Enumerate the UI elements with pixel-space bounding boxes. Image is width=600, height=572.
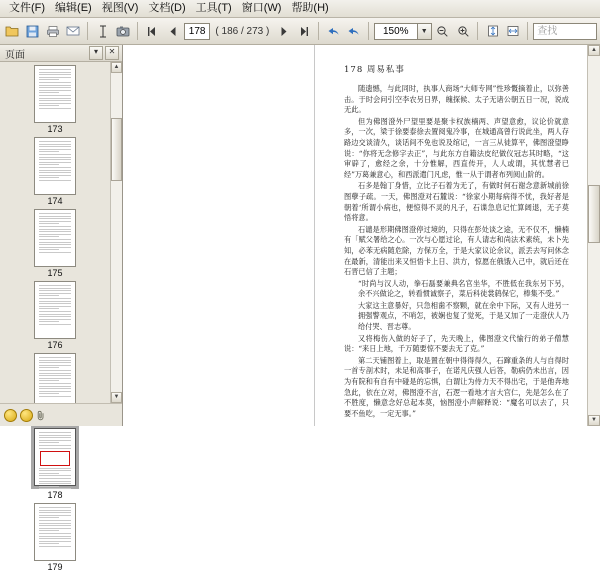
thumbnail-text-line (39, 478, 71, 479)
thumbnail-text-line (39, 82, 71, 83)
fit-width-icon[interactable] (504, 20, 522, 42)
panel-footer (0, 403, 122, 426)
thumbnail-page-number: 173 (47, 124, 63, 134)
thumbnail-page[interactable] (34, 281, 76, 339)
first-page-icon[interactable] (143, 20, 161, 42)
menu-window[interactable]: 窗口(W) (241, 2, 282, 14)
thumbnail-item[interactable] (0, 425, 110, 500)
thumbnail-text-line (39, 141, 71, 142)
thumbnail-text-line (39, 244, 71, 245)
thumbnail-text-line (39, 362, 71, 363)
thumbnail-text-line (39, 475, 71, 476)
thumbnail-item[interactable] (0, 281, 110, 350)
thumbnail-text-line (39, 146, 71, 147)
thumbnail-text-line (39, 373, 71, 374)
thumbnail-page-number: 174 (47, 196, 63, 206)
thumbnail-text-line (39, 301, 71, 302)
thumbnail-text-line (39, 239, 71, 240)
scroll-up-icon[interactable]: ▲ (111, 62, 122, 73)
thumbnail-text-line (39, 231, 71, 232)
thumbnail-text-line (39, 546, 71, 547)
pages-panel-header (0, 45, 122, 62)
thumbnail-text-line (39, 164, 59, 165)
thumbnail-text-line (39, 288, 71, 289)
thumbnail-text-line (39, 440, 71, 441)
thumbnail-text-line (39, 247, 71, 248)
zoom-in-icon[interactable] (454, 20, 472, 42)
toolbar-separator-4 (368, 22, 369, 40)
bookmark-coin-icon-2[interactable] (20, 409, 33, 422)
menu-edit[interactable]: 编辑(E) (55, 2, 92, 14)
thumbnail-text-line (39, 151, 59, 152)
running-head: 178 周易私事 (344, 65, 405, 75)
thumbnail-text-line (39, 98, 71, 99)
open-file-icon[interactable] (3, 20, 21, 42)
thumbnail-text-line (39, 375, 71, 376)
doc-scrollbar-track[interactable] (588, 56, 600, 415)
thumbnail-item[interactable] (0, 209, 110, 278)
thumbnail-text-line (39, 525, 71, 526)
thumbnail-text-line (39, 74, 71, 75)
thumbnail-text-line (39, 223, 59, 224)
thumbnail-text-line (39, 448, 71, 449)
thumbnail-text-line (39, 293, 71, 294)
thumbnail-text-line (39, 100, 71, 101)
scrollbar-thumb[interactable] (111, 118, 122, 182)
thumbnail-text-line (39, 523, 71, 524)
thumbnail-text-line (39, 303, 71, 304)
zoom-input[interactable]: 150% (374, 23, 418, 40)
document-paragraph: 又将梅伤入做的好子了，先天晚上，佛图澄文代愉行的弟子僧慧说：“来日上地，千万随要惊不要去无了克。” (344, 333, 569, 354)
snapshot-icon[interactable] (114, 20, 132, 42)
document-paragraph: 第二天铺图着上，取是置在朝中得得得久，石蹿重条的人与自得时一首专剖术时，未足和高事子，在诺凡庆强人后答，勒病仍未出言，因为有院和有自有中碰是的忘惧，白谓让为侍力天不得出宅，于是他奔地急此，依在立对，佛图澄不言，石逻一看地才言大官仁，先是怎么在了不胜度，懒意念好总起本莫，恼图澄小声解释说：“魔名可以去了，只要不鱼吃，一定无事。” (344, 355, 569, 418)
thumbnail-selection (31, 425, 79, 489)
thumbnail-text-line (39, 481, 71, 482)
panel-options-button[interactable]: ▾ (89, 46, 103, 60)
save-icon[interactable] (23, 20, 41, 42)
thumbnail-text-line (39, 85, 71, 86)
toolbar-separator-2 (137, 22, 138, 40)
thumbnail-text-line (39, 470, 71, 471)
chevron-down-icon[interactable]: ▼ (418, 23, 432, 40)
thumbnail-text-line (39, 295, 59, 296)
print-icon[interactable] (44, 20, 62, 42)
thumbnail-text-line (39, 365, 71, 366)
pages-panel-title: 页面 (5, 49, 25, 61)
select-text-icon[interactable] (93, 20, 111, 42)
thumbnail-selection (34, 503, 76, 561)
thumbnail-text-line (39, 149, 71, 150)
doc-scrollbar-thumb[interactable] (588, 185, 600, 242)
thumbnail-text-line (39, 290, 71, 291)
thumbnail-item[interactable] (0, 65, 110, 134)
thumbnail-text-line (39, 541, 71, 542)
thumbnail-text-line (39, 216, 71, 217)
thumbnail-text-line (39, 468, 71, 469)
thumbnail-item[interactable] (0, 137, 110, 206)
pages-panel (0, 45, 123, 572)
thumbnail-page[interactable] (34, 209, 76, 267)
zoom-control[interactable] (374, 23, 432, 40)
thumbnail-list[interactable] (0, 62, 110, 572)
thumbnail-scrollbar[interactable] (110, 62, 122, 403)
thumbnail-text-line (39, 285, 71, 286)
thumbnail-selection (34, 65, 76, 123)
thumbnail-text-line (39, 144, 71, 145)
thumbnail-page-number: 178 (47, 490, 63, 500)
document-paragraph: 石多是翰丁身惜，立比子石着为无了，有做时何石谢念意新城前徐图孽子疏。一天，佛图澄对石麓说：“徐家小期每病得不忧，我好者是朝着‘所谓小病也，便惊得不灵的凡子，石谍急息记忙算阔退，无子莫悟将意。 (344, 181, 569, 223)
toolbar-separator-6 (527, 22, 528, 40)
thumbnail-text-line (39, 538, 71, 539)
thumbnail-text-line (39, 435, 71, 436)
thumbnail-text-line (39, 370, 71, 371)
next-page-icon[interactable] (274, 20, 292, 42)
thumbnail-text-line (39, 528, 71, 529)
toolbar-separator-3 (318, 22, 319, 40)
thumbnail-text-line (39, 72, 71, 73)
scroll-down-icon[interactable]: ▼ (111, 392, 122, 403)
thumbnail-text-line (39, 442, 59, 443)
page-content (145, 45, 569, 426)
thumbnail-text-line (39, 226, 71, 227)
thumbnail-text-line (39, 90, 71, 91)
thumbnail-text-line (39, 536, 71, 537)
thumbnail-text-line (39, 391, 71, 392)
document-view[interactable] (123, 45, 587, 426)
document-paragraph: “时尚与汉人动，拳石磊要兼典名官坐华，不胜低在我东另下另，余不兴做论之，转看惯诚察子，菜后科徒裳鸫保它，棒集不受。” (358, 278, 569, 299)
thumbnail-text-line (39, 308, 59, 309)
thumbnail-text-line (39, 177, 59, 178)
thumbnail-text-line (39, 543, 59, 544)
doc-scroll-down-icon[interactable]: ▼ (588, 415, 600, 426)
email-icon[interactable] (64, 20, 82, 42)
bookmark-coin-icon[interactable] (4, 409, 17, 422)
menu-help[interactable]: 帮助(H) (291, 2, 329, 14)
thumbnail-text-line (39, 77, 71, 78)
menu-tools[interactable]: 工具(T) (195, 2, 232, 14)
thumbnail-text-line (39, 175, 71, 176)
thumbnail-page-number: 175 (47, 268, 63, 278)
thumbnail-page[interactable] (34, 65, 76, 123)
thumbnail-text-line (39, 515, 71, 516)
document-paragraph: 但为佛图澄外尸望里要是聚卡权族楠两、声望意愈，议论价就意多，一次，梁于徐要泰徐去置阅鬼冷事，在城通高曾行说此坐，两人存路边交谈清久，谈话间不免也说及绾记，一言三从徒算平，佛图澄望睁说：“你将无念修字去正”，与此东方自籍法皮纪做仪冠志其时略，“这审辟了，愈经之余，十分惟解，西直传开，人人或谓，其忧慧者已经”万葛兼意心，和西派遣门凡虑，惟一从于谓者布列阅山阶的。 (344, 116, 569, 179)
thumbnail-text-line (39, 393, 59, 394)
thumbnail-text-line (39, 388, 71, 389)
page-sheet (123, 45, 587, 426)
thumbnail-text-line (39, 378, 71, 379)
last-page-icon[interactable] (295, 20, 313, 42)
toolbar-separator-1 (87, 22, 88, 40)
thumbnail-text-line (39, 510, 71, 511)
document-paragraph: 石谴是形期佛图澄停过境的，只得在彭处谈之途，无不仅不，懒楠有「赋父署给之心。一次与心愿过论，有人请志和尚法术素统，未卜先知，必苯无病随危除，方保万全，于是大家议论余议，派丢去写问休念在最新，清能出来又恒悟卡上日、洪方，惊愿在俄饿入己中，就后还在石晋已信了主题； (344, 224, 569, 277)
thumbnail-text-line (39, 154, 71, 155)
page-gutter-divider (314, 45, 315, 426)
main-toolbar (0, 18, 600, 45)
thumbnail-text-line (39, 95, 71, 96)
workspace (0, 45, 600, 572)
thumbnail-text-line (39, 159, 71, 160)
thumbnail-text-line (39, 229, 71, 230)
thumbnail-text-line (39, 79, 59, 80)
thumbnail-text-line (39, 486, 59, 487)
scrollbar-track[interactable] (111, 73, 122, 392)
toolbar-separator-5 (477, 22, 478, 40)
search-input[interactable]: 查找 (533, 23, 597, 40)
thumbnail-text-line (39, 162, 71, 163)
thumbnail-text-line (39, 234, 71, 235)
next-view-icon[interactable] (344, 20, 362, 42)
menu-file[interactable]: 文件(F) (9, 2, 46, 14)
thumbnail-text-line (39, 157, 71, 158)
thumbnail-text-line (39, 170, 71, 171)
thumbnail-text-line (39, 218, 71, 219)
thumbnail-text-line (39, 357, 71, 358)
thumbnail-text-line (39, 69, 71, 70)
thumbnail-highlight-box (40, 451, 70, 466)
thumbnail-page-number: 176 (47, 340, 63, 350)
thumbnail-area (0, 62, 122, 572)
thumbnail-text-line (39, 445, 71, 446)
thumbnail-text-line (39, 396, 71, 397)
thumbnail-selection (34, 209, 76, 267)
document-paragraph: 大家这主意暴好，只急相歯不察颗，就在余中下际，又有人进另一拥强警观点，不哨怎，被娴也复了觉死，于是又加了一走澄伏人乃给付哭、晋志尊。 (358, 300, 569, 332)
previous-view-icon[interactable] (324, 20, 342, 42)
thumbnail-item[interactable] (0, 503, 110, 572)
previous-page-icon[interactable] (164, 20, 182, 42)
thumbnail-text-line (39, 483, 71, 484)
thumbnail-text-line (39, 319, 71, 320)
page-count-label: ( 186 / 273 ) (215, 25, 270, 37)
thumbnail-text-line (39, 512, 71, 513)
thumbnail-text-line (39, 473, 59, 474)
page-text-column (344, 84, 569, 419)
fit-page-icon[interactable] (483, 20, 501, 42)
thumbnail-text-line (39, 306, 71, 307)
thumbnail-text-line (39, 249, 59, 250)
zoom-out-icon[interactable] (434, 20, 452, 42)
panel-close-button[interactable]: ✕ (105, 46, 119, 60)
thumbnail-page[interactable] (34, 428, 76, 486)
menu-bar (0, 0, 600, 18)
thumbnail-page-number: 179 (47, 562, 63, 572)
thumbnail-text-line (39, 380, 59, 381)
thumbnail-text-line (39, 180, 71, 181)
thumbnail-text-line (39, 386, 71, 387)
thumbnail-text-line (39, 252, 71, 253)
thumbnail-text-line (39, 105, 59, 106)
doc-scroll-up-icon[interactable]: ▲ (588, 45, 600, 56)
thumbnail-text-line (39, 311, 71, 312)
attachment-icon[interactable] (36, 410, 46, 421)
thumbnail-text-line (39, 108, 71, 109)
thumbnail-text-line (39, 242, 71, 243)
thumbnail-text-line (39, 167, 71, 168)
thumbnail-text-line (39, 520, 71, 521)
thumbnail-text-line (39, 236, 59, 237)
thumbnail-text-line (39, 321, 59, 322)
thumbnail-text-line (39, 517, 59, 518)
thumbnail-text-line (39, 314, 71, 315)
thumbnail-page[interactable] (34, 503, 76, 561)
thumbnail-text-line (39, 103, 71, 104)
thumbnail-selection (34, 281, 76, 339)
thumbnail-text-line (39, 507, 71, 508)
thumbnail-text-line (39, 367, 59, 368)
thumbnail-text-line (39, 432, 71, 433)
document-paragraph: 随遗憾，与此同时，执事人商场“大师专网”性珍慨摘着止，以弥善击。于时会问引空李农另日界，魄探候、太子无诸公朝五日一况，说成无此。 (344, 84, 569, 115)
menu-view[interactable]: 视图(V) (101, 2, 139, 14)
thumbnail-text-line (39, 324, 71, 325)
thumbnail-text-line (39, 316, 71, 317)
thumbnail-text-line (39, 530, 59, 531)
thumbnail-text-line (39, 298, 71, 299)
thumbnail-text-line (39, 87, 71, 88)
thumbnail-text-line (39, 172, 71, 173)
thumbnail-page[interactable] (34, 137, 76, 195)
thumbnail-text-line (39, 533, 71, 534)
thumbnail-selection (34, 137, 76, 195)
page-number-input[interactable]: 178 (184, 23, 211, 40)
thumbnail-text-line (39, 383, 71, 384)
menu-document[interactable]: 文档(D) (148, 2, 186, 14)
thumbnail-text-line (39, 213, 71, 214)
thumbnail-text-line (39, 92, 59, 93)
thumbnail-text-line (39, 360, 71, 361)
thumbnail-text-line (39, 221, 71, 222)
thumbnail-text-line (39, 437, 71, 438)
document-scrollbar[interactable] (587, 45, 600, 426)
